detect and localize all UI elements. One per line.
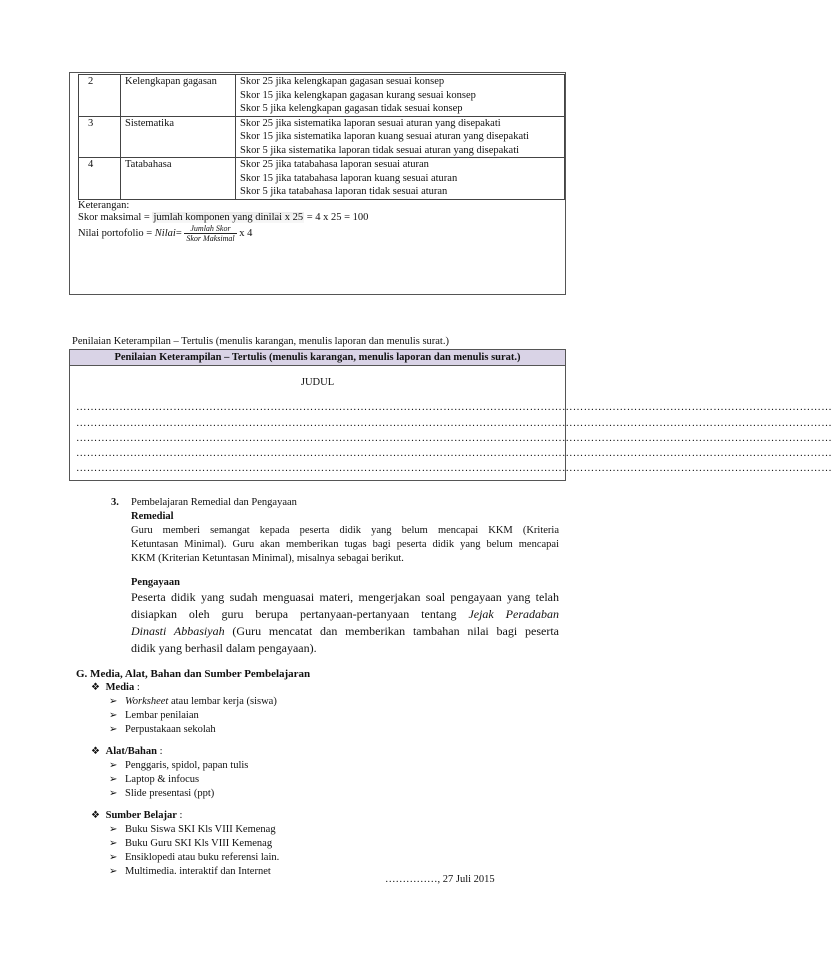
remedial-section-title: Pembelajaran Remedial dan Pengayaan xyxy=(131,497,297,508)
pengayaan-text-line: Peserta didik yang sudah menguasai materi, mengerjakan soal pengayaan yang telah xyxy=(131,590,559,604)
date-line: ……………, 27 Juli 2015 xyxy=(385,874,495,885)
list-item xyxy=(109,866,271,877)
media-group-heading xyxy=(91,682,140,693)
nilai-fraction xyxy=(184,224,236,243)
criteria-line: Skor 5 jika sistematika laporan tidak sesuai aturan yang disepakati xyxy=(240,144,520,156)
nilai-variable: Nilai xyxy=(154,227,176,239)
criteria-line: Skor 25 jika tatabahasa laporan sesuai aturan xyxy=(240,159,429,170)
criteria-line: Skor 25 jika sistematika laporan sesuai aturan yang disepakati xyxy=(240,117,501,129)
section-g-title: G. Media, Alat, Bahan dan Sumber Pembelajaran xyxy=(76,668,311,680)
arrow-bullet-icon: ➢ xyxy=(109,710,118,721)
remedial-text-line: Ketuntasan Minimal). Guru akan memberikan tugas bagi peserta didik yang belum mencapai xyxy=(131,539,559,550)
criteria-line: Skor 15 jika kelengkapan gagasan kurang sesuai konsep xyxy=(240,89,476,101)
criteria-line: Skor 15 jika sistematika laporan kuang sesuai aturan yang disepakati xyxy=(240,131,529,142)
section-number: 3. xyxy=(111,497,119,508)
pengayaan-label: Pengayaan xyxy=(131,577,181,588)
group-suffix: : xyxy=(156,746,163,757)
diamond-bullet-icon: ❖ xyxy=(91,746,100,757)
list-item xyxy=(109,788,214,799)
list-item-text: Perpustakaan sekolah xyxy=(125,724,216,735)
keterampilan-box xyxy=(69,349,832,481)
arrow-bullet-icon: ➢ xyxy=(109,760,118,771)
list-item-text: Ensiklopedi atau buku referensi lain. xyxy=(125,852,280,863)
remedial-label: Remedial xyxy=(131,511,174,522)
fraction-numerator: Jumlah Skor xyxy=(184,224,236,234)
list-item xyxy=(109,710,199,721)
skor-maksimal-prefix: Skor maksimal = xyxy=(78,212,153,223)
row-number: 3 xyxy=(79,116,121,158)
pengayaan-topic: Jejak Peradaban xyxy=(468,607,560,621)
skor-maksimal-line xyxy=(78,212,368,223)
writing-line: ………………………………………………………………………………………………………………………………………………………………………………………… xyxy=(76,433,832,444)
list-item xyxy=(109,774,199,785)
arrow-bullet-icon: ➢ xyxy=(109,838,118,849)
arrow-bullet-icon: ➢ xyxy=(109,852,118,863)
list-item-text: Laptop & infocus xyxy=(125,774,200,785)
list-item xyxy=(109,696,277,707)
skor-maksimal-result: = 4 x 25 = 100 xyxy=(304,212,369,223)
group-label: Sumber Belajar xyxy=(105,810,177,821)
list-item xyxy=(109,724,216,735)
list-item-text: Slide presentasi (ppt) xyxy=(125,788,215,799)
arrow-bullet-icon: ➢ xyxy=(109,774,118,785)
list-item xyxy=(109,852,279,863)
group-label: Alat/Bahan xyxy=(105,746,157,757)
list-item-text: Buku Siswa SKI Kls VIII Kemenag xyxy=(125,824,276,835)
table-row xyxy=(79,158,565,200)
arrow-bullet-icon: ➢ xyxy=(109,866,118,877)
arrow-bullet-icon: ➢ xyxy=(109,696,118,707)
arrow-bullet-icon: ➢ xyxy=(109,724,118,735)
group-label: Media xyxy=(105,682,135,693)
list-item-text: Lembar penilaian xyxy=(125,710,199,721)
nilai-portofolio-line xyxy=(78,224,252,243)
row-aspect: Tatabahasa xyxy=(121,158,236,200)
keterangan-label: Keterangan: xyxy=(78,200,130,211)
pengayaan-text-line xyxy=(131,606,559,624)
criteria-line: Skor 15 jika tatabahasa laporan kuang sesuai aturan xyxy=(240,172,458,184)
table-row xyxy=(79,116,565,158)
keterampilan-header: Penilaian Keterampilan – Tertulis (menulis karangan, menulis laporan dan menulis surat.) xyxy=(70,350,565,366)
list-item xyxy=(109,838,272,849)
rubric-table xyxy=(78,74,565,200)
table-row xyxy=(79,75,565,117)
row-criteria xyxy=(236,158,565,200)
diamond-bullet-icon: ❖ xyxy=(91,810,100,821)
pengayaan-topic: Dinasti Abbasiyah xyxy=(131,624,225,638)
group-suffix: : xyxy=(134,682,140,693)
diamond-bullet-icon: ❖ xyxy=(91,682,100,693)
row-aspect: Kelengkapan gagasan xyxy=(121,75,236,117)
list-item-italic: Worksheet xyxy=(125,696,169,707)
pengayaan-text-line xyxy=(131,623,559,641)
list-item xyxy=(109,760,248,771)
fraction-denominator: Skor Maksimal xyxy=(186,234,235,243)
writing-line: ………………………………………………………………………………………………………………………………………………………………………………………… xyxy=(76,402,832,413)
pengayaan-text-segment: disiapkan oleh guru berupa pertanyaan-pertanyaan tentang xyxy=(131,607,469,621)
writing-line: ………………………………………………………………………………………………………………………………………………………………………………………… xyxy=(76,448,832,459)
row-aspect: Sistematika xyxy=(121,116,236,158)
row-number: 4 xyxy=(79,158,121,200)
criteria-line: Skor 5 jika tatabahasa laporan tidak sesuai aturan xyxy=(240,186,448,197)
list-item-text: atau lembar kerja (siswa) xyxy=(168,696,277,707)
list-item-text: Buku Guru SKI Kls VIII Kemenag xyxy=(125,838,273,849)
remedial-text-line: Guru memberi semangat kepada peserta didik yang belum mencapai KKM (Kriteria xyxy=(131,525,559,536)
keterampilan-caption: Penilaian Keterampilan – Tertulis (menulis karangan, menulis laporan dan menulis surat.) xyxy=(72,336,449,347)
criteria-line: Skor 25 jika kelengkapan gagasan sesuai konsep xyxy=(240,76,445,87)
list-item-text: Multimedia. interaktif dan Internet xyxy=(125,866,271,877)
judul-heading: JUDUL xyxy=(300,377,335,388)
pengayaan-text-segment: (Guru mencatat dan memberikan tambahan nilai bagi peserta xyxy=(224,624,560,638)
alat-group-heading xyxy=(91,746,163,757)
nilai-prefix: Nilai portofolio = xyxy=(78,227,155,239)
list-item xyxy=(109,824,276,835)
remedial-text-line: KKM (Kriterian Ketuntasan Minimal), misalnya sebagai berikut. xyxy=(131,553,404,564)
arrow-bullet-icon: ➢ xyxy=(109,824,118,835)
nilai-suffix: x 4 xyxy=(236,227,253,239)
list-item-text: Penggaris, spidol, papan tulis xyxy=(125,760,249,771)
criteria-line: Skor 5 jika kelengkapan gagasan tidak sesuai konsep xyxy=(240,103,463,114)
sumber-group-heading xyxy=(91,810,182,821)
nilai-equals: = xyxy=(175,227,182,239)
arrow-bullet-icon: ➢ xyxy=(109,788,118,799)
row-criteria xyxy=(236,75,565,117)
pengayaan-text-line: didik yang berhasil dalam pengayaan). xyxy=(131,641,317,655)
group-suffix: : xyxy=(176,810,183,821)
row-criteria xyxy=(236,116,565,158)
writing-line: ………………………………………………………………………………………………………………………………………………………………………………………… xyxy=(76,463,832,474)
row-number: 2 xyxy=(79,75,121,117)
writing-line: ………………………………………………………………………………………………………………………………………………………………………………………… xyxy=(76,418,832,429)
skor-maksimal-formula: jumlah komponen yang dinilai x 25 xyxy=(153,212,304,223)
